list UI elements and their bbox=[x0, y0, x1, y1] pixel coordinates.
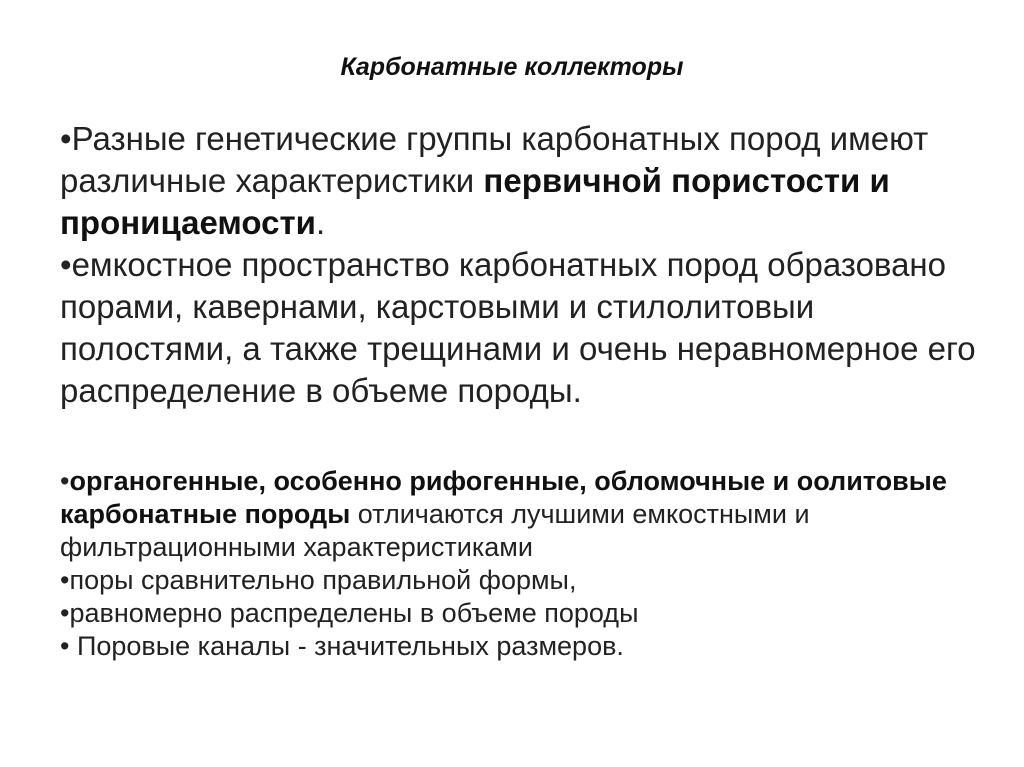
bullet-mark: • bbox=[60, 598, 70, 628]
paragraph-text: поры сравнительно правильной формы, bbox=[69, 565, 577, 595]
bullet-paragraph bbox=[60, 244, 980, 412]
paragraph-text: равномерно распределены в объеме породы bbox=[69, 598, 639, 628]
emphasis-text: органогенные, особенно рифогенные, обломочные и оолитовые карбонатные породы bbox=[60, 466, 947, 529]
bullet-paragraph bbox=[60, 118, 980, 244]
bullet-mark: • bbox=[60, 466, 70, 496]
slide-title: Карбонатные коллекторы bbox=[340, 53, 684, 81]
emphasis-text: первичной пористости и проницаемости bbox=[60, 162, 890, 241]
bullet-paragraph bbox=[60, 465, 980, 564]
paragraph-text: емкостное пространство карбонатных пород образовано порами, кавернами, карстовыми и стилолитовыи полостями, а также трещинами и очень неравномерное его распределение в объеме породы. bbox=[60, 246, 976, 409]
bullet-mark: • bbox=[60, 120, 72, 157]
bullet-mark: • bbox=[60, 565, 70, 595]
bullet-mark: • bbox=[60, 246, 72, 283]
secondary-text-block bbox=[60, 465, 980, 663]
bullet-mark: • bbox=[60, 631, 70, 661]
bullet-paragraph bbox=[60, 630, 980, 663]
paragraph-text: Разные генетические группы карбонатных пород имеют различные характеристики bbox=[60, 120, 929, 199]
paragraph-text: Поровые каналы - значительных размеров. bbox=[69, 631, 624, 661]
main-text-block bbox=[60, 118, 980, 412]
paragraph-text: отличаются лучшими емкостными и фильтрационными характеристиками bbox=[60, 499, 810, 562]
bullet-paragraph bbox=[60, 564, 980, 597]
paragraph-text: . bbox=[315, 204, 326, 241]
bullet-paragraph bbox=[60, 597, 980, 630]
